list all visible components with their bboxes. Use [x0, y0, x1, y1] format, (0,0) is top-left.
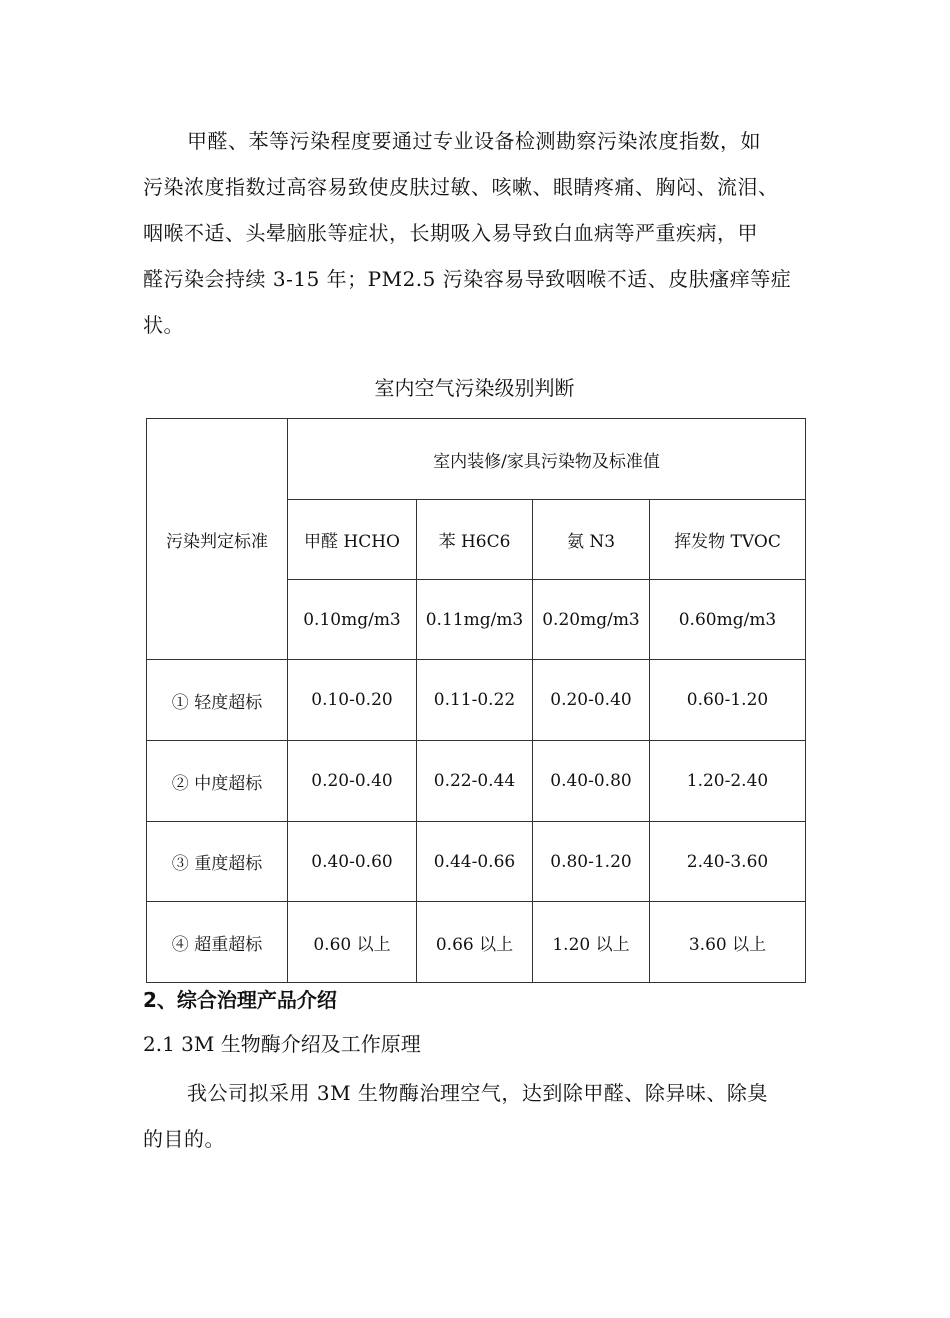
level-value: 0.11-0.22 — [417, 660, 533, 741]
level-label: ③ 重度超标 — [147, 822, 288, 902]
table-caption: 室内空气污染级别判断 — [374, 376, 575, 400]
level-value: 2.40-3.60 — [650, 822, 806, 902]
level-value: 0.44-0.66 — [417, 822, 533, 902]
table-row — [147, 741, 806, 822]
level-value: 0.22-0.44 — [417, 741, 533, 822]
level-value: 0.20-0.40 — [288, 741, 417, 822]
level-value: 0.20-0.40 — [533, 660, 650, 741]
level-label: ④ 超重超标 — [147, 902, 288, 983]
standard-value: 0.60mg/m3 — [650, 580, 806, 660]
closing-paragraph — [143, 1070, 818, 1162]
pollutant-name: 苯 H6C6 — [417, 500, 533, 580]
row-header-label: 污染判定标准 — [147, 419, 288, 660]
closing-line: 我公司拟采用 3M 生物酶治理空气，达到除甲醛、除异味、除臭 — [187, 1081, 768, 1105]
level-value: 0.66 以上 — [417, 902, 533, 983]
level-label: ① 轻度超标 — [147, 660, 288, 741]
level-value: 0.40-0.80 — [533, 741, 650, 822]
level-value: 0.10-0.20 — [288, 660, 417, 741]
intro-line: 污染浓度指数过高容易致使皮肤过敏、咳嗽、眼睛疼痛、胸闷、流泪、 — [143, 175, 779, 199]
level-value: 0.60-1.20 — [650, 660, 806, 741]
standard-value: 0.10mg/m3 — [288, 580, 417, 660]
level-value: 3.60 以上 — [650, 902, 806, 983]
level-label: ② 中度超标 — [147, 741, 288, 822]
intro-line: 甲醛、苯等污染程度要通过专业设备检测勘察污染浓度指数，如 — [187, 129, 761, 153]
pollutant-name: 氨 N3 — [533, 500, 650, 580]
section-heading: 2、综合治理产品介绍 — [143, 988, 337, 1012]
closing-line: 的目的。 — [143, 1127, 225, 1151]
intro-line: 醛污染会持续 3-15 年；PM2.5 污染容易导致咽喉不适、皮肤瘙痒等症 — [143, 267, 792, 291]
pollutant-name: 甲醛 HCHO — [288, 500, 417, 580]
intro-line: 咽喉不适、头晕脑胀等症状，长期吸入易导致白血病等严重疾病，甲 — [143, 221, 758, 245]
intro-paragraph — [143, 118, 818, 348]
standard-value: 0.11mg/m3 — [417, 580, 533, 660]
table-row — [147, 902, 806, 983]
level-value: 0.40-0.60 — [288, 822, 417, 902]
subsection-heading: 2.1 3M 生物酶介绍及工作原理 — [143, 1032, 421, 1056]
pollution-level-table — [146, 418, 806, 983]
level-value: 0.80-1.20 — [533, 822, 650, 902]
table-row — [147, 660, 806, 741]
table-header-row — [147, 419, 806, 500]
pollutant-name: 挥发物 TVOC — [650, 500, 806, 580]
intro-line: 状。 — [143, 313, 184, 337]
level-value: 1.20-2.40 — [650, 741, 806, 822]
group-header: 室内装修/家具污染物及标准值 — [288, 419, 806, 500]
level-value: 1.20 以上 — [533, 902, 650, 983]
table-row — [147, 822, 806, 902]
level-value: 0.60 以上 — [288, 902, 417, 983]
standard-value: 0.20mg/m3 — [533, 580, 650, 660]
